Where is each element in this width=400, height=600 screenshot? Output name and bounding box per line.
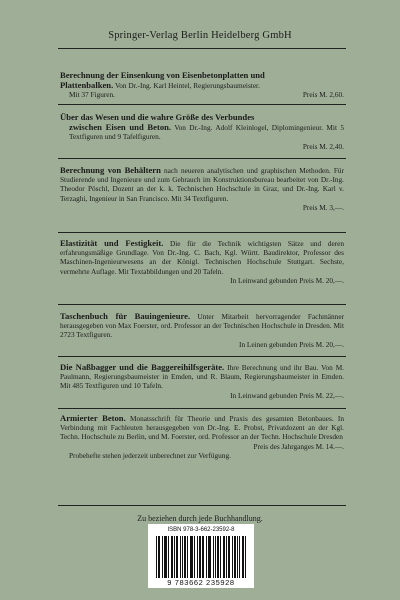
barcode-label	[148, 524, 254, 588]
barcode-bar	[177, 536, 178, 578]
barcode-bar	[197, 536, 198, 578]
barcode-bar	[208, 536, 209, 578]
barcode-bar	[213, 536, 214, 578]
barcode-bar	[162, 536, 163, 578]
barcode-bar	[229, 536, 230, 578]
divider	[58, 304, 346, 305]
barcode-bar	[168, 536, 169, 578]
barcode-bar	[165, 536, 166, 578]
book-entry	[60, 413, 344, 460]
availability-note: Zu beziehen durch jede Buchhandlung.	[137, 514, 263, 523]
barcode-bar	[209, 536, 210, 578]
book-entry	[60, 311, 344, 349]
barcode-bar	[192, 536, 193, 578]
book-price: Preis M. 3,—.	[302, 202, 344, 212]
barcode-bar	[156, 536, 157, 578]
barcode-digits: 9 783662 235928	[167, 578, 235, 587]
barcode-bar	[206, 536, 207, 578]
barcode-bar	[228, 536, 229, 578]
barcode-bar	[242, 536, 243, 578]
barcode-bar	[180, 536, 181, 578]
book-description: Von Dr.-Ing. Karl Heintel, Regierungsbaumeister.	[114, 81, 260, 91]
barcode-bar	[200, 536, 201, 578]
book-title: Berechnung der Einsenkung von Eisenbetonplatten und	[60, 70, 265, 80]
barcode-bar	[243, 536, 244, 578]
barcode-bar	[182, 536, 183, 578]
book-entry	[60, 238, 344, 285]
divider	[58, 356, 346, 357]
book-description: Von Dr.-Ing. Adolf Kleinlogel, Diplomingenieur. Mit 5 Textfiguren und 9 Tafelfiguren.	[69, 123, 344, 142]
book-price: Preis M. 2,40.	[302, 141, 344, 151]
divider	[58, 104, 346, 105]
divider	[58, 48, 346, 49]
barcode-bar	[224, 536, 225, 578]
book-title: Über das Wesen und die wahre Größe des Verbundes	[60, 112, 255, 122]
book-description: Ihre Berechnung und ihr Bau. Von M. Paulmann, Regierungsbaumeister in Emden, und R. Blaum, Regierungsbaumeister in Emden. Mit 485 Textfiguren und 10 Tafeln.	[60, 363, 345, 391]
book-description: Unter Mitarbeit hervorragender Fachmänner herausgegeben von Max Foerster, ord. Professor an der Technischen Hochschule in Dresden. Mit 2723 Textfiguren.	[60, 312, 344, 340]
barcode-bar	[215, 536, 216, 578]
book-entry	[60, 112, 344, 151]
barcode-bar	[199, 536, 200, 578]
divider	[58, 408, 346, 409]
barcode-bar	[159, 536, 160, 578]
book-title: Elastizität und Festigkeit.	[60, 238, 164, 248]
barcode-bar	[217, 536, 218, 578]
book-title: Taschenbuch für Bauingenieure.	[60, 311, 191, 321]
barcode-bar	[185, 536, 186, 578]
barcode-bar	[239, 536, 240, 578]
barcode-bar	[158, 536, 159, 578]
book-price: In Leinwand gebunden Preis M. 22,—.	[230, 390, 344, 400]
barcode-bar	[190, 536, 191, 578]
book-price: Preis des Jahrganges M. 14.—.	[253, 441, 344, 451]
barcode-bar	[176, 536, 177, 578]
barcode-bar	[237, 536, 238, 578]
divider	[58, 158, 346, 159]
divider	[58, 232, 346, 233]
book-figures: Mit 37 Figuren.	[69, 90, 116, 100]
barcode-bar	[220, 536, 221, 578]
barcode-bar	[223, 536, 224, 578]
book-entry	[60, 362, 344, 400]
barcode-bar	[234, 536, 235, 578]
book-price: In Leinen gebunden Preis M. 20,—.	[239, 339, 344, 349]
book-title-cont: Plattenbalken.	[60, 80, 114, 91]
barcode-bar	[202, 536, 203, 578]
book-entry	[60, 70, 344, 100]
book-title: Berechnung von Behältern	[60, 165, 161, 175]
barcode-bar	[210, 536, 211, 578]
barcode-bar	[203, 536, 204, 578]
book-description: Monatsschrift für Theorie und Praxis des gesamten Betonbaues. In Verbindung mit Fachleuten herausgegeben von Dr.-Ing. E. Probst, Privatdozent an der Kgl. Techn. Hochschule zu Berlin, und M. Foerster, ord. Professor an der Techn. Hochschule Dresden	[60, 414, 345, 442]
barcode-bar	[164, 536, 165, 578]
barcode-bar	[171, 536, 172, 578]
book-price: Preis M. 2,60.	[302, 90, 344, 100]
book-title: Die Naßbagger und die Baggereihilfsgeräte.	[60, 362, 225, 372]
barcode-bar	[218, 536, 219, 578]
barcode-bar	[187, 536, 188, 578]
barcode-bar	[191, 536, 192, 578]
barcode-bar	[194, 536, 195, 578]
barcode-bar	[184, 536, 185, 578]
publisher-name: Springer-Verlag Berlin Heidelberg GmbH	[108, 30, 292, 41]
barcode-bar	[245, 536, 246, 578]
book-entry	[60, 165, 344, 212]
barcode-bar	[226, 536, 227, 578]
barcode-icon	[156, 536, 246, 578]
barcode-bar	[235, 536, 236, 578]
barcode-bar	[232, 536, 233, 578]
book-price: In Leinwand gebunden Preis M. 20,—.	[230, 275, 344, 285]
book-note: Probehefte stehen jederzeit unberechnet zur Verfügung.	[69, 450, 231, 460]
book-title-cont: zwischen Eisen und Beton.	[69, 122, 172, 133]
barcode-bar	[174, 536, 175, 578]
barcode-bar	[166, 536, 167, 578]
divider	[58, 505, 346, 506]
isbn-text: ISBN 978-3-662-23592-8	[167, 527, 235, 533]
book-description: nach neueren analytischen und graphischen Methoden. Für Studierende und Ingenieure und zum Gebrauch im Konstruktionsbureau bearbeitet von Dr.-Ing. Theodor Pöschl, Dozent an der k. k. Technischen Hochschule in Graz, und Dr.-Ing. Karl v. Terzaghi, Ingenieur in San Francisco. Mit 34 Textfiguren.	[60, 166, 345, 203]
book-title: Armierter Beton.	[60, 413, 126, 423]
book-description: Die für die Technik wichtigsten Sätze und deren erfahrungsmäßige Grundlage. Von Dr.-Ing. C. Bach, Kgl. Württ. Baudirektor, Professor des Maschinen-Ingenieurwesens an der Königl. Technischen Hochschule Stuttgart. Sechste, vermehrte Auflage. Mit Textabbildungen und 20 Tafeln.	[60, 239, 344, 276]
barcode-bar	[172, 536, 173, 578]
